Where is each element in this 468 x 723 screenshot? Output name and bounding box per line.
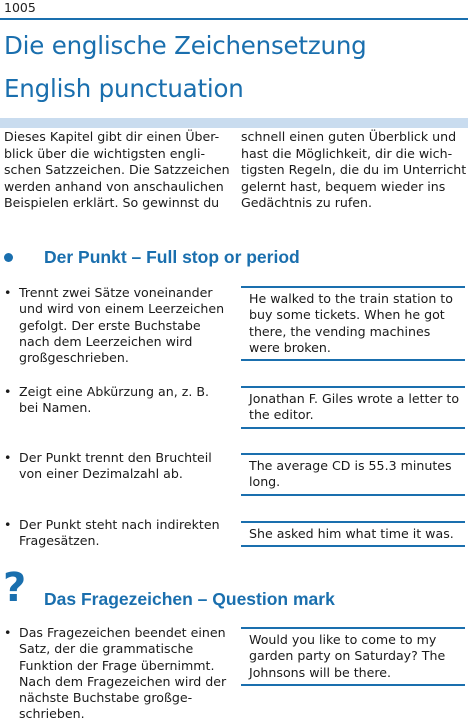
title-german: Die englische Zeichensetzung (4, 31, 367, 60)
rule-item (4, 517, 236, 550)
rule-text: Zeigt eine Abkürzung an, z. B. bei Namen. (19, 384, 210, 416)
bullet: • (4, 625, 12, 640)
example-text: Jonathan F. Giles wrote a letter to the editor. (249, 391, 460, 423)
title-english: English punctuation (4, 74, 244, 103)
bullet: • (4, 517, 12, 532)
rule-item (4, 450, 236, 483)
dot-icon (4, 253, 13, 262)
example-text: She asked him what time it was. (249, 526, 454, 541)
rule-item (4, 384, 236, 417)
example-box (241, 453, 465, 496)
example-box (241, 627, 465, 686)
rule-text: Der Punkt steht nach indirekten Fragesätzen. (19, 517, 220, 549)
bullet: • (4, 384, 12, 399)
bullet: • (4, 285, 12, 300)
rule-text: Das Fragezeichen beendet einen Satz, der die grammatische Funktion der Frage übernimmt. Nach dem Fragezeichen wird der nächste Buchstabe großge- schrieben. (19, 625, 227, 722)
intro-text-left: Dieses Kapitel gibt dir einen Über- blick über die wichtigsten engli- schen Satzzeichen. Die Satzzeichen werden anhand von anschaulichen Beispielen erklärt. So gewinnst du (4, 129, 230, 211)
example-text: He walked to the train station to buy some tickets. When he got there, the vending machines were broken. (249, 291, 453, 355)
example-box (241, 521, 465, 547)
example-text: The average CD is 55.3 minutes long. (249, 458, 452, 490)
example-text: Would you like to come to my garden party on Saturday? The Johnsons will be there. (249, 632, 446, 680)
page-number: 1005 (4, 0, 36, 15)
example-box (241, 286, 465, 361)
intro-text-right: schnell einen guten Überblick und hast die Möglichkeit, dir die wich- tigsten Regeln, die du im Unterricht gelernt hast, bequem wieder ins Gedächtnis zu rufen. (241, 129, 467, 211)
rule-text: Der Punkt trennt den Bruchteil von einer Dezimalzahl ab. (19, 450, 212, 482)
rule-item (4, 625, 236, 723)
example-box (241, 386, 465, 429)
section-heading-question-mark: Das Fragezeichen – Question mark (44, 589, 335, 609)
bullet: • (4, 450, 12, 465)
rule-item (4, 285, 236, 366)
title-band (0, 118, 468, 128)
section-heading-full-stop: Der Punkt – Full stop or period (44, 247, 300, 267)
rule-text: Trennt zwei Sätze voneinander und wird von einem Leerzeichen gefolgt. Der erste Buchstabe nach dem Leerzeichen wird großgeschrieben. (19, 285, 225, 366)
question-mark-icon: ? (3, 565, 27, 611)
header-rule (0, 18, 468, 20)
